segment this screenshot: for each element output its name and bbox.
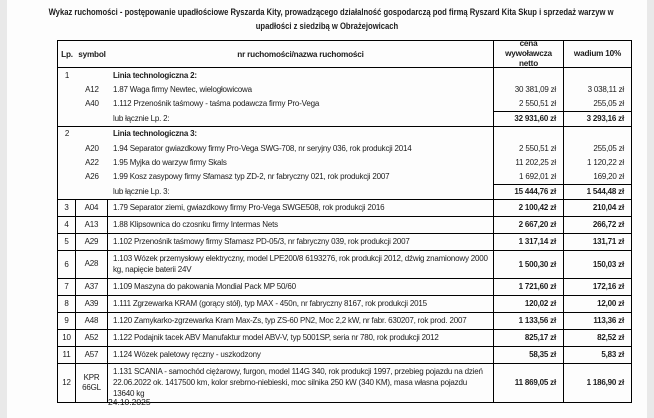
price-value: 1 692,01 zł [519,172,556,182]
item-name: 1.99 Kosz zasypowy firmy Sfamasz typ ZD-2, nr fabryczny 021, rok produkcji 2007 [113,172,390,182]
group-total-deposit: 1 544,48 zł [564,184,631,198]
price-cell: 2 667,20 zł [494,217,564,233]
page-title-line2: upadłości z siedzibą w Obrażejowicach [255,20,399,31]
group-item-line [58,155,493,169]
name-cell: 1.79 Separator ziemi, gwiazdkowy firmy Pro-Vega SWGE508, rok produkcji 2016 [108,200,494,216]
symbol-cell: A52 [76,330,108,346]
symbol-cell: A48 [76,313,108,329]
deposit-cell: 131,71 zł [592,237,624,247]
item-name: 1.95 Myjka do warzyw firmy Skals [113,158,227,168]
price-cell: 1 133,56 zł [494,313,564,329]
group-item-line [58,141,493,155]
price-column [494,127,564,199]
lp-cell: 6 [58,251,76,278]
group-item-line [58,170,493,184]
table-row-group [58,68,631,127]
price-value: 30 381,09 zł [514,85,556,95]
group-total-label: lub łącznie Lp. 3: [113,186,170,196]
table-row [58,234,631,251]
header-price: cena wywoławcza netto [494,41,564,67]
table-row [58,313,631,330]
header-symbol: symbol [78,49,106,59]
group-item-line [58,97,493,111]
symbol-cell: A28 [76,251,108,278]
symbol-cell: A29 [76,234,108,250]
name-cell: 1.124 Wózek paletowy ręczny - uszkodzony [108,347,494,363]
price-column [494,68,564,126]
price-cell: 1 721,60 zł [494,279,564,295]
group-left-cell [58,127,494,199]
item-name: 1.94 Separator gwiazdkowy firmy Pro-Vega SWG-708, nr seryjny 036, rok produkcji 2014 [113,143,412,153]
table-row-group [58,127,631,200]
deposit-cell: 210,04 zł [592,203,624,213]
symbol-cell: A37 [76,279,108,295]
item-name: 1.87 Waga firmy Newtec, wielogłowicowa [113,85,252,95]
lp-cell: 11 [58,347,76,363]
page-title [48,6,614,33]
lp-cell: 9 [58,313,76,329]
header-left-section [58,41,494,67]
deposit-value: 169,20 zł [593,172,624,182]
lp-cell: 5 [58,234,76,250]
lp-cell: 7 [58,279,76,295]
deposit-cell: 113,36 zł [593,316,624,326]
group-left-cell [58,68,494,126]
deposit-cell: 266,72 zł [592,220,624,230]
group-total-price: 32 931,60 zł [494,111,563,125]
group-title: Linia technologiczna 3: [113,129,197,139]
group-total-label: lub łącznie Lp. 2: [113,113,170,123]
name-cell: 1.131 SCANIA - samochód ciężarowy, furgon, model 114G 340, rok produkcji 1997, przebieg pojazdu na dzień 22.06.2022 ok. 1417500 km, kolor srebrno-niebieski, moc silnika 250 kW (340 KM), masa własna pojazdu 13640 kg [108,364,494,402]
table-row [58,217,631,234]
name-cell: 1.122 Podajnik tacek ABV Manufaktur model ABV-V, typ 5001SP, seria nr 780, rok produkcji 2012 [108,330,494,346]
deposit-column [564,127,631,199]
lp-cell: 12 [58,364,76,402]
deposit-cell: 82,52 zł [597,333,624,343]
group-total-price: 15 444,76 zł [494,184,563,198]
symbol-value: A40 [85,99,99,109]
price-cell: 1 317,14 zł [494,234,564,250]
symbol-cell: A39 [76,296,108,312]
table-row [58,279,631,296]
name-cell: 1.111 Zgrzewarka KRAM (gorący stół), typ MAX - 450n, nr fabryczny 8167, rok produkcji 2015 [108,296,494,312]
table-row [58,251,631,279]
table-header-row [58,41,631,68]
lp-cell: 3 [58,200,76,216]
header-name: nr ruchomości/nazwa ruchomości [237,49,364,59]
name-cell: 1.120 Zamykarko-zgrzewarka Kram Max-Zs, typ ZS-60 PN2, Moc 2,2 kW, nr fabr. 630207, rok prod. 2007 [108,313,494,329]
deposit-value: 1 120,22 zł [587,158,624,168]
deposit-value: 255,05 zł [593,143,624,153]
price-cell: 120,02 zł [494,296,564,312]
deposit-cell: 12,00 zł [597,299,624,309]
name-cell: 1.88 Klipsownica do czosnku firmy Intermas Nets [108,217,494,233]
name-cell: 1.103 Wózek przemysłowy elektryczny, model LPE200/8 6193276, rok produkcji 2012, dźwig znamionowy 2000 kg, napięcie baterii 24V [108,251,494,278]
lp-value: 2 [64,129,70,139]
group-item-line [58,82,493,96]
price-cell: 11 869,05 zł [494,364,564,402]
symbol-cell: A13 [76,217,108,233]
symbol-cell: A04 [76,200,108,216]
table-row [58,347,631,364]
item-name: 1.112 Przenośnik taśmowy - taśma podawcza firmy Pro-Vega [113,99,320,109]
deposit-cell: 172,16 zł [592,282,624,292]
lp-cell: 4 [58,217,76,233]
page-sheet [7,0,647,418]
price-cell: 1 500,30 zł [494,251,564,278]
header-lp: Lp. [61,49,73,59]
table-row [58,330,631,347]
price-cell: 825,17 zł [494,330,564,346]
page-title-line1: Wykaz ruchomości - postępowanie upadłościowe Ryszarda Kity, prowadzącego działalność gospodarczą pod firmą Ryszard Kita Skup i sprzedaż warzyw w [48,7,614,17]
table-row [58,200,631,217]
symbol-value: A22 [85,158,99,168]
price-value: 2 550,51 zł [519,143,556,153]
symbol-cell: KPR 66GL [76,364,108,402]
footer-date: 24.10.2025 [108,397,151,407]
deposit-cell: 1 186,90 zł [586,378,624,388]
price-cell: 58,35 zł [494,347,564,363]
lp-value: 1 [64,70,70,80]
symbol-value: A26 [85,172,99,182]
deposit-cell: 5,83 zł [601,350,624,360]
symbol-value: A20 [85,143,99,153]
deposit-column [564,68,631,126]
symbol-value: A12 [85,85,99,95]
deposit-value: 255,05 zł [593,99,624,109]
group-title: Linia technologiczna 2: [113,70,197,80]
price-value: 2 550,51 zł [519,99,556,109]
name-cell: 1.102 Przenośnik taśmowy firmy Sfamasz PD-05/3, nr fabryczny 039, rok produkcji 2007 [108,234,494,250]
deposit-value: 3 038,11 zł [587,85,624,95]
group-total-deposit: 3 293,16 zł [564,111,631,125]
name-cell: 1.109 Maszyna do pakowania Mondial Pack MP 50/60 [108,279,494,295]
table-row [58,364,631,402]
header-deposit: wadium 10% [573,49,622,58]
price-cell: 2 100,42 zł [494,200,564,216]
movables-table [57,40,632,403]
table-row [58,296,631,313]
lp-cell: 8 [58,296,76,312]
table-body [58,68,631,402]
lp-cell: 10 [58,330,76,346]
symbol-cell: A57 [76,347,108,363]
deposit-cell: 150,03 zł [592,259,624,269]
price-value: 11 202,25 zł [515,158,556,168]
